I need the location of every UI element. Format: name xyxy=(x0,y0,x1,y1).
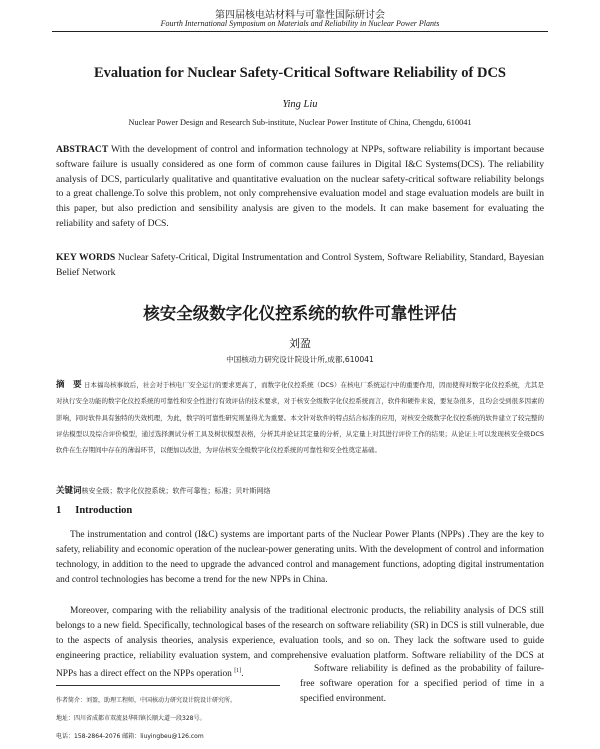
author-en: Ying Liu xyxy=(282,99,318,110)
abstract-cn-text: 日本福岛核事故后，社会对于核电厂安全运行的要求更高了，而数字化仪控系统（DCS）在核电厂系统运行中的重要作用，因而使得对数字化仪控系统，尤其是对执行安全功能的数字化仪控系统的可靠性和安全性进行有效评估的技术要求，对于核安全级数字化仪控系统而言，软件和硬件来说，要复杂很多，且均会受到很多因素的影响，同时软件具有独特的失效机理，为此，数字的可靠性研究则显得尤为重要。本文针对软件的特点结合标准的应用，对核安全级数字化仪控系统的软件建立了较完整的评估模型以及综合评价模型，通过选择测试分析工具及树状模型表格，分析其并论证其定量的分析，从定量上对其进行评价工作的结果；从论证上可以发现核安全级DCS软件在生存期间中存在的薄弱环节，以便加以改进，为评估核安全级数字化仪控系统的可靠性和安全性奠定基础。 xyxy=(56,381,544,455)
footnote-contact: 电话：158-2864-2076 邮箱：liuyingbeu@126.com xyxy=(56,733,204,740)
keywords-cn xyxy=(56,484,544,496)
footnote-address: 地址：四川省成都市双流县华阳镇长顺大道一段328号。 xyxy=(56,715,206,722)
abstract-label: ABSTRACT xyxy=(56,144,109,155)
paper-title-en: Evaluation for Nuclear Safety-Critical Software Reliability of DCS xyxy=(94,65,506,81)
keywords-label: KEY WORDS xyxy=(56,252,116,263)
author-cn: 刘盈 xyxy=(289,337,311,350)
section-number: 1 xyxy=(56,505,62,516)
paragraph-end-mark: . xyxy=(241,668,244,679)
citation-ref: [1] xyxy=(234,667,242,674)
footnote-author: 作者简介：刘盈，助理工程师，中国核动力研究设计院设计研究所。 xyxy=(56,697,237,704)
conference-header-en: Fourth International Symposium on Materials and Reliability in Nuclear Power Plants xyxy=(160,19,440,28)
footnote-rule xyxy=(56,685,280,686)
abstract-cn xyxy=(56,377,544,458)
intro-paragraph-2-text: Moreover, comparing with the reliability analysis of the traditional electronic products, the reliability analysis of DCS still belongs to a new field. Specifically, technological bases of the research on software reliability (SR) in DCS is still vulnerable, due to the aspects of analysis theories, analysis experience, evaluation tools, and so on. They lack the software used to guide engineering practice, reliability evaluation system, and comprehensive evaluation platform. Software reliability of the DCS at NPPs has a direct effect on the NPPs operation xyxy=(56,606,544,679)
abstract-text: With the development of control and information technology at NPPs, software reliability is important because software failure is usually considered as one form of common cause failures in Digital I&C Systems(DCS). The reliability analysis of DCS, particularly qualitative and quantitative evaluation on the nuclear safety-critical software reliability belongs to a great challenge.To solve this problem, not only comprehensive evaluation model and stage evaluation models are built in this paper, but also prediction and sensibility analysis are given to the models. It can make basement for evaluating the reliability and safety of DCS. xyxy=(56,144,544,229)
abstract-cn-label: 摘 要 xyxy=(56,380,82,390)
intro-paragraph-3: Software reliability is defined as the probability of failure-free software operation for a specified period of time in a specified environment. xyxy=(300,664,544,704)
intro-paragraph-1: The instrumentation and control (I&C) systems are important parts of the Nuclear Power Plants (NPPs) .They are the key to safety, reliability and economic operation of the nuclear-power generating units. With the development of control and information technology, in addition to the need to upgrade the advanced control and management functions, adopting digital instrumentation and control technologies has become a trend for the new NPPs in China. xyxy=(56,530,544,585)
section-heading xyxy=(56,505,146,516)
keywords-cn-text: 核安全级；数字化仪控系统；软件可靠性；标准；贝叶斯网络 xyxy=(81,487,271,495)
affiliation-cn: 中国核动力研究设计院设计所,成都,610041 xyxy=(226,355,374,364)
paper-title-cn: 核安全级数字化仪控系统的软件可靠性评估 xyxy=(143,304,457,323)
section-title: Introduction xyxy=(75,505,133,516)
header-rule xyxy=(52,31,548,32)
conference-header-cn: 第四届核电站材料与可靠性国际研讨会 xyxy=(215,10,385,21)
keywords-text: Nuclear Safety-Critical, Digital Instrumentation and Control System, Software Reliability, Standard, Bayesian Belief Network xyxy=(56,252,544,278)
affiliation-en: Nuclear Power Design and Research Sub-institute, Nuclear Power Institute of China, Chengdu, 610041 xyxy=(128,118,472,127)
abstract-en xyxy=(56,143,544,232)
keywords-cn-label: 关键词 xyxy=(56,486,82,496)
keywords-en xyxy=(56,251,544,281)
